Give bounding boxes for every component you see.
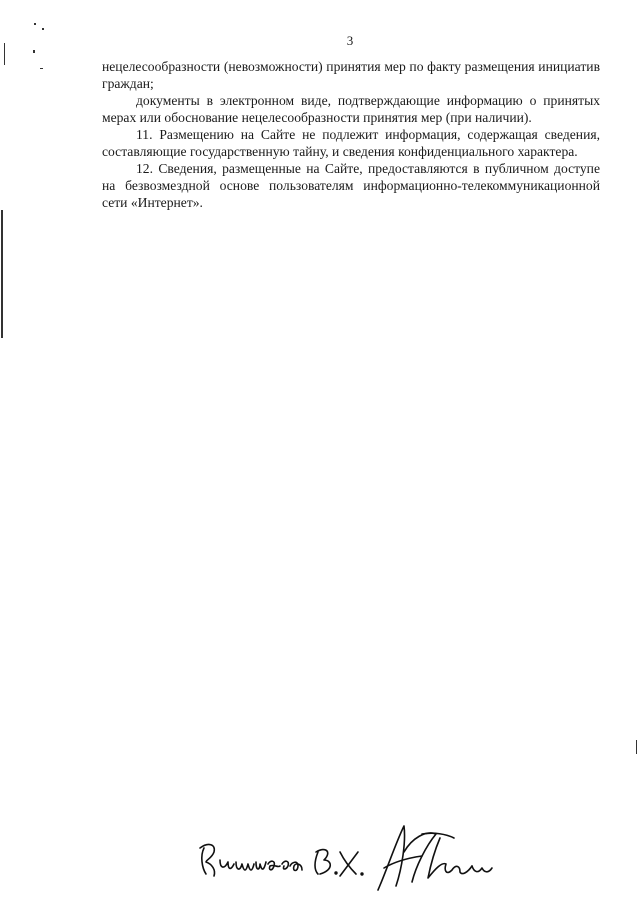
paragraph-documents: документы в электронном виде, подтверждающие информацию о принятых мерах или обоснование нецелесообразности принятия мер (при наличии).: [102, 93, 600, 125]
scan-artifact-mark: [33, 50, 35, 53]
scan-artifact-mark: [34, 23, 36, 25]
scan-artifact-mark: [40, 68, 43, 69]
scan-artifact-mark: [636, 740, 637, 754]
handwritten-signature: [190, 812, 520, 900]
scan-artifact-mark: [42, 28, 44, 30]
paragraph-item-11: 11. Размещению на Сайте не подлежит информация, содержащая сведения, составляющие государственную тайну, и сведения конфиденциального характера.: [102, 127, 600, 159]
paragraph-continuation: нецелесообразности (невозможности) принятия мер по факту размещения инициатив граждан;: [102, 59, 600, 91]
scan-artifact-mark: [1, 210, 3, 338]
paragraph-item-12: 12. Сведения, размещенные на Сайте, предоставляются в публичном доступе на безвозмездной основе пользователям информационно-телекоммуникационной сети «Интернет».: [102, 161, 600, 210]
document-body: [102, 58, 600, 211]
page-number: 3: [346, 33, 354, 48]
